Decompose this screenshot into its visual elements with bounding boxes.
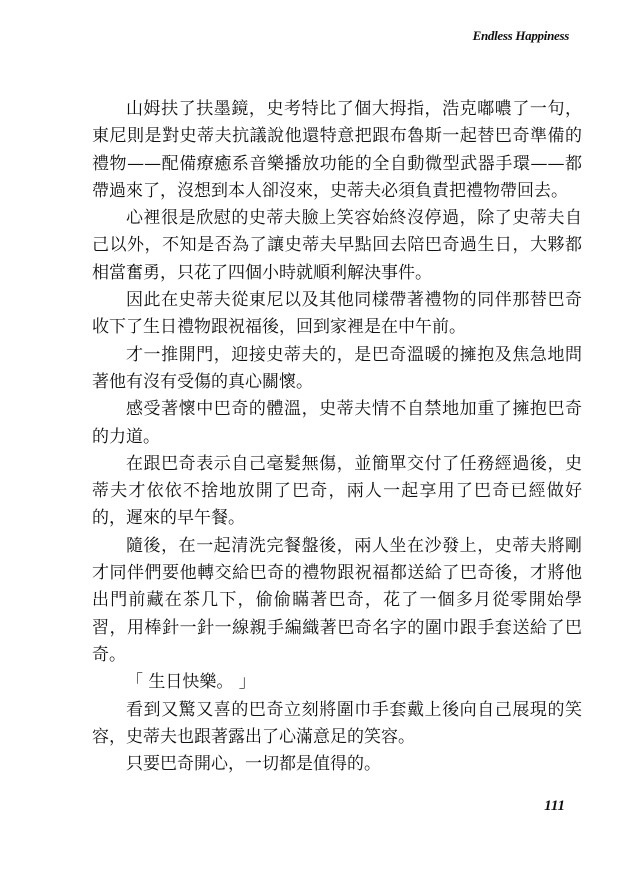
dialogue-line: 「 生日快樂。 」 <box>126 672 256 693</box>
paragraph: 山姆扶了扶墨鏡，史考特比了個大拇指，浩克嘟噥了一句，東尼則是對史蒂夫抗議說他還特意把跟布魯斯一起替巴奇準備的禮物——配備療癒系音樂播放功能的全自動微型武器手環——都帶過來了，沒想到本人卻沒來，史蒂夫必須負責把禮物帶回去。 <box>92 99 582 201</box>
paragraph: 才一推開門，迎接史蒂夫的，是巴奇溫暖的擁抱及焦急地問著他有沒有受傷的真心關懷。 <box>92 344 582 392</box>
paragraph: 在跟巴奇表示自己毫髮無傷，並簡單交付了任務經過後，史蒂夫才依依不捨地放開了巴奇，兩人一起享用了巴奇已經做好的，遲來的早午餐。 <box>92 453 582 529</box>
paragraph: 隨後，在一起清洗完餐盤後，兩人坐在沙發上，史蒂夫將剛才同伴們要他轉交給巴奇的禮物跟祝福都送給了巴奇後，才將他出門前藏在茶几下，偷偷瞞著巴奇，花了一個多月從零開始學習，用棒針一針一線親手編織著巴奇名字的圍巾跟手套送給了巴奇。 <box>92 535 582 665</box>
paragraph: 只要巴奇開心，一切都是值得的。 <box>126 754 381 775</box>
paragraph: 因此在史蒂夫從東尼以及其他同樣帶著禮物的同伴那替巴奇收下了生日禮物跟祝福後，回到家裡是在中午前。 <box>92 290 582 338</box>
paragraph: 看到又驚又喜的巴奇立刻將圍巾手套戴上後向自己展現的笑容，史蒂夫也跟著露出了心滿意足的笑容。 <box>92 699 582 747</box>
paragraph: 心裡很是欣慰的史蒂夫臉上笑容始終沒停過，除了史蒂夫自己以外，不知是否為了讓史蒂夫早點回去陪巴奇過生日，大夥都相當奮勇，只花了四個小時就順利解決事件。 <box>92 208 582 283</box>
paragraph: 感受著懷中巴奇的體溫，史蒂夫情不自禁地加重了擁抱巴奇的力道。 <box>92 399 582 447</box>
body-text <box>92 96 582 778</box>
page-number: 111 <box>544 798 565 814</box>
running-header: Endless Happiness <box>472 28 569 43</box>
